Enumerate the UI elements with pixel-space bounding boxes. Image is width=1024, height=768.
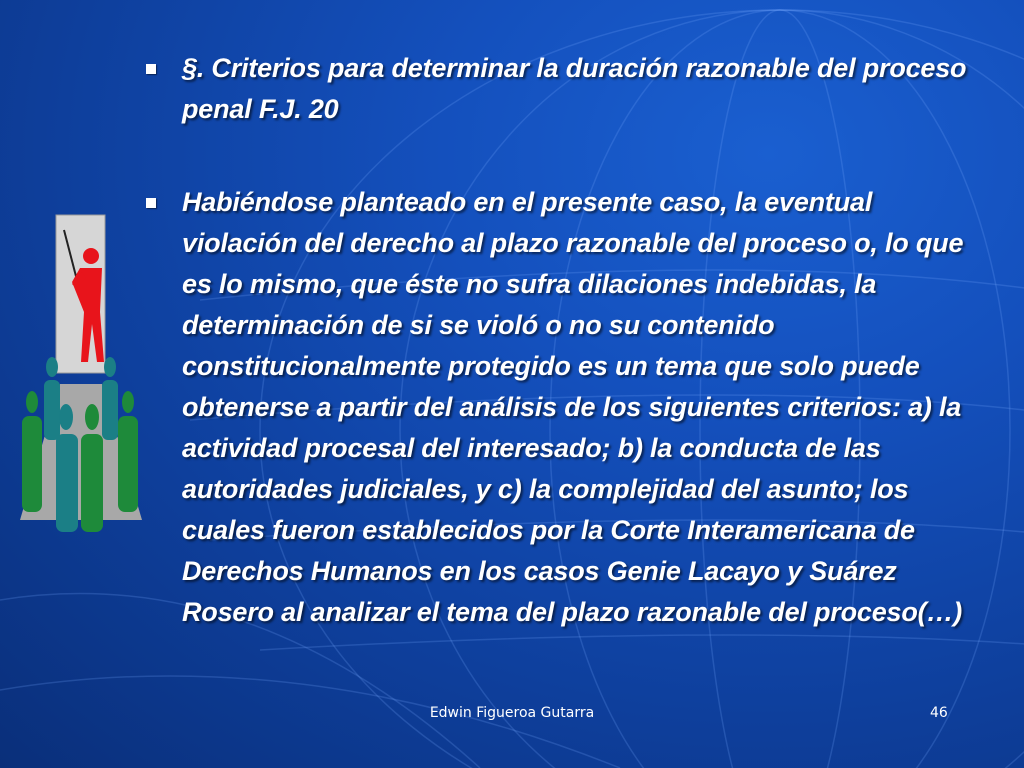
slide-number: 46 [930, 705, 948, 721]
square-bullet-icon [146, 64, 156, 74]
footer-author: Edwin Figueroa Gutarra [429, 705, 595, 721]
square-bullet-icon [146, 198, 156, 208]
bullet-text: Habiéndose planteado en el presente caso, la eventual violación del derecho al plazo razonable del proceso o, lo que es lo mismo, que éste no sufra dilaciones indebidas, la determinación de si se violó o no su contenido constitucionalmente protegido es un tema que solo puede obtenerse a partir del análisis de los siguientes criterios: a) la actividad procesal del interesado; b) la conducta de las autoridades judiciales, y c) la complejidad del asunto; los cuales fueron establecidos por la Corte Interamericana de Derechos Humanos en los casos Genie Lacayo y Suárez Rosero al analizar el tema del plazo razonable del proceso(…) [182, 187, 964, 627]
presenter-with-audience-icon [18, 212, 144, 542]
bullet-item-title [140, 48, 990, 130]
bullet-item-body [140, 182, 990, 633]
bullet-list [140, 48, 990, 633]
bullet-text: §. Criterios para determinar la duración razonable del proceso penal F.J. 20 [182, 53, 967, 124]
